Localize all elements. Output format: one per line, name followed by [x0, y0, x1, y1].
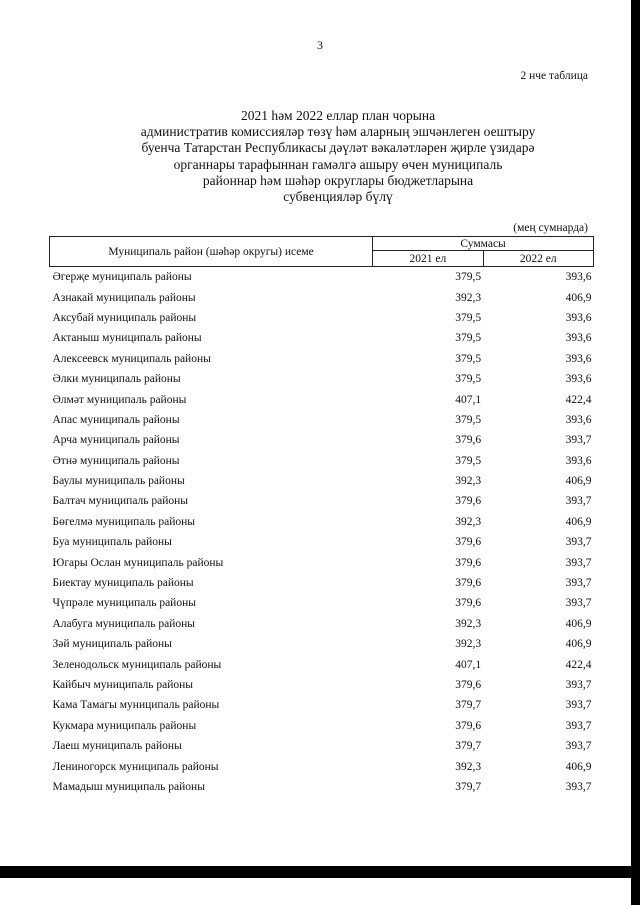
district-name-cell: Лениногорск муниципаль районы [52, 760, 219, 773]
value-2021-cell: 379,6 [455, 495, 482, 508]
value-2021-cell: 379,6 [455, 719, 482, 732]
value-2021-cell: 379,7 [455, 740, 482, 753]
table-row [50, 369, 594, 389]
value-2022-cell: 406,9 [565, 638, 592, 651]
district-name-cell: Лаеш муниципаль районы [52, 740, 182, 753]
value-2021-cell: 392,3 [455, 760, 482, 773]
value-2022-cell: 393,7 [565, 556, 592, 569]
district-name-cell: Әлки муниципаль районы [52, 373, 181, 386]
district-name-cell: Алабуга муниципаль районы [52, 617, 196, 630]
value-2021-cell: 392,3 [455, 291, 482, 304]
table-row [50, 410, 594, 430]
scan-edge-right [631, 0, 640, 905]
heading-line: буенча Татарстан Республикасы дәүләт вәкаләтләрен җирле үзидарә [141, 140, 535, 156]
page-number: 3 [317, 38, 323, 52]
value-2021-cell: 392,3 [455, 617, 482, 630]
value-2022-cell: 406,9 [565, 617, 592, 630]
value-2021-cell: 379,5 [455, 373, 482, 386]
table-row [50, 756, 594, 776]
table-row [50, 654, 594, 674]
heading-line: административ комиссияләр төзү һәм аларның эшчәнлеген оештыру [140, 124, 536, 140]
value-2022-cell: 393,7 [565, 699, 592, 712]
district-name-cell: Буа муниципаль районы [52, 536, 172, 549]
district-name-cell: Чүпрәле муниципаль районы [52, 597, 196, 610]
table-row [50, 777, 594, 797]
value-2022-cell: 393,6 [565, 413, 592, 426]
value-2021-cell: 392,3 [455, 475, 482, 488]
value-2022-cell: 393,6 [565, 352, 592, 365]
value-2022-cell: 393,7 [565, 780, 592, 793]
table-row [50, 491, 594, 511]
value-2022-cell: 406,9 [565, 475, 592, 488]
table-row [50, 695, 594, 715]
year-2021-header: 2021 ел [373, 251, 483, 267]
table-row [50, 573, 594, 593]
district-name-cell: Баулы муниципаль районы [52, 475, 185, 488]
table-row [50, 552, 594, 572]
district-name-cell: Кама Тамагы муниципаль районы [52, 699, 220, 712]
value-2021-cell: 379,6 [455, 577, 482, 590]
subvention-table [49, 236, 594, 797]
district-name-cell: Әлмәт муниципаль районы [52, 393, 187, 406]
district-name-cell: Азнакай муниципаль районы [52, 291, 196, 304]
value-2021-cell: 379,5 [455, 352, 482, 365]
table-row [50, 287, 594, 307]
value-2021-cell: 379,6 [455, 556, 482, 569]
value-2022-cell: 393,6 [565, 332, 592, 345]
table-row [50, 430, 594, 450]
year-2022-header: 2022 ел [483, 251, 593, 267]
value-2021-cell: 407,1 [455, 393, 482, 406]
document-heading [0, 108, 640, 205]
district-name-cell: Кукмара муниципаль районы [52, 719, 197, 732]
district-name-cell: Бөгелмә муниципаль районы [52, 515, 196, 528]
scan-edge-bottom [0, 866, 640, 878]
value-2021-cell: 379,6 [455, 536, 482, 549]
value-2021-cell: 379,6 [455, 434, 482, 447]
value-2022-cell: 422,4 [565, 393, 592, 406]
district-name-cell: Алексеевск муниципаль районы [52, 352, 211, 365]
table-row [50, 389, 594, 409]
table-row [50, 328, 594, 348]
district-name-cell: Әгерҗе муниципаль районы [52, 271, 192, 284]
value-2021-cell: 379,6 [455, 679, 482, 691]
value-2022-cell: 393,6 [565, 454, 592, 467]
value-2021-cell: 407,1 [455, 658, 482, 671]
value-2022-cell: 393,7 [565, 577, 592, 590]
name-column-header: Муниципаль район (шәһәр округы) исеме [50, 237, 373, 267]
district-name-cell: Актаныш муниципаль районы [52, 332, 202, 345]
value-2021-cell: 379,5 [455, 454, 482, 467]
value-2022-cell: 393,7 [565, 679, 592, 691]
table-row [50, 512, 594, 532]
value-2022-cell: 393,6 [565, 311, 592, 324]
district-name-cell: Зеленодольск муниципаль районы [52, 658, 222, 671]
district-name-cell: Әтнә муниципаль районы [52, 454, 180, 467]
value-2022-cell: 393,7 [565, 495, 592, 508]
district-name-cell: Зәй муниципаль районы [52, 638, 172, 651]
value-2022-cell: 406,9 [565, 515, 592, 528]
district-name-cell: Апас муниципаль районы [52, 413, 180, 426]
value-2021-cell: 379,7 [455, 699, 482, 712]
table-row [50, 736, 594, 756]
table-row [50, 634, 594, 654]
value-2022-cell: 393,7 [565, 536, 592, 549]
heading-line: 2021 һәм 2022 еллар план чорына [240, 108, 436, 123]
value-2021-cell: 392,3 [455, 515, 482, 528]
value-2022-cell: 393,7 [565, 597, 592, 610]
value-2022-cell: 393,7 [565, 740, 592, 753]
value-2022-cell: 393,7 [565, 719, 592, 732]
value-2022-cell: 406,9 [565, 291, 592, 304]
table-row [50, 267, 594, 288]
table-label: 2 нче таблица [520, 70, 588, 82]
value-2022-cell: 393,6 [565, 373, 592, 386]
district-name-cell: Кайбыч муниципаль районы [52, 679, 194, 691]
table-row [50, 471, 594, 491]
table-row [50, 675, 594, 695]
value-2021-cell: 392,3 [455, 638, 482, 651]
district-name-cell: Югары Ослан муниципаль районы [52, 556, 224, 569]
value-2022-cell: 393,7 [565, 434, 592, 447]
district-name-cell: Балтач муниципаль районы [52, 495, 189, 508]
heading-line: районнар һәм шәһәр округлары бюджетларына [202, 172, 474, 188]
district-name-cell: Арча муниципаль районы [52, 434, 180, 447]
heading-line: органнары тарафыннан гамәлгә ашыру өчен муниципаль [173, 156, 503, 172]
value-2021-cell: 379,7 [455, 780, 482, 793]
heading-line: субвенцияләр бүлү [283, 189, 393, 205]
table-row [50, 451, 594, 471]
table-body [50, 267, 594, 798]
district-name-cell: Мамадыш муниципаль районы [52, 780, 205, 793]
value-2022-cell: 406,9 [565, 760, 592, 773]
table-row [50, 308, 594, 328]
table-row [50, 593, 594, 613]
value-2021-cell: 379,5 [455, 413, 482, 426]
value-2022-cell: 393,6 [565, 271, 592, 284]
district-name-cell: Аксубай муниципаль районы [52, 311, 197, 324]
value-2021-cell: 379,5 [455, 332, 482, 345]
value-2021-cell: 379,5 [455, 311, 482, 324]
units-note: (мең сумнарда) [513, 222, 588, 234]
table-row [50, 614, 594, 634]
value-2021-cell: 379,5 [455, 271, 482, 284]
table-row [50, 349, 594, 369]
table-row [50, 532, 594, 552]
sum-column-header: Суммасы [373, 237, 594, 251]
district-name-cell: Биектау муниципаль районы [52, 577, 194, 590]
value-2021-cell: 379,6 [455, 597, 482, 610]
table-row [50, 716, 594, 736]
value-2022-cell: 422,4 [565, 658, 592, 671]
